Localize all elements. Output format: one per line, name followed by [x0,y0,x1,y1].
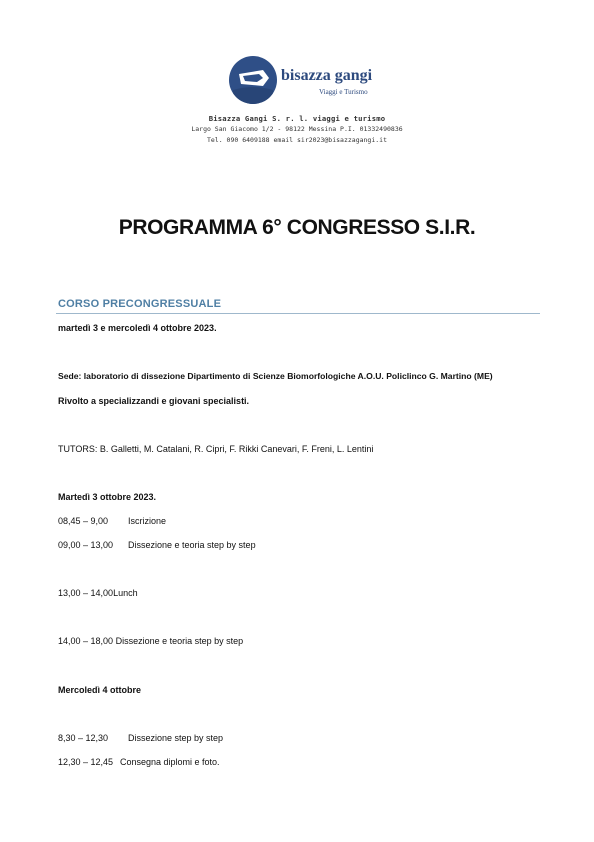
logo-emblem-icon [229,56,277,104]
schedule-item [58,636,243,646]
address-line: Largo San Giacomo 1/2 - 98122 Messina P.I. 01332490836 [191,125,403,133]
schedule-time: 09,00 – 13,00 [58,540,114,550]
schedule-label: Dissezione step by step [128,733,224,743]
company-logo [229,56,373,106]
schedule-item [58,588,138,598]
schedule-time: 12,30 – 12,45 [58,757,114,767]
brand-name: bisazza gangi [281,67,373,84]
schedule-item [58,733,223,743]
section-divider [56,313,540,314]
schedule-time: 8,30 – 12,30 [58,733,109,743]
venue-text: Sede: laboratorio di dissezione Dipartimento di Scienze Biomorfologiche A.O.U. Policlinco G. Martino (ME) [58,371,493,381]
schedule-time: 14,00 – 18,00 [58,636,114,646]
schedule-label: Lunch [113,588,138,598]
audience-text: Rivolto a specializzandi e giovani specialisti. [58,396,250,406]
company-line: Bisazza Gangi S. r. l. viaggi e turismo [208,114,386,123]
tutors-text: TUTORS: B. Galletti, M. Catalani, R. Cipri, F. Rikki Canevari, F. Freni, L. Lentini [58,444,374,454]
section-heading: CORSO PRECONGRESSUALE [58,298,222,310]
schedule-item [58,757,220,767]
schedule-label: Dissezione e teoria step by step [115,636,244,646]
schedule-time: 13,00 – 14,00 [58,588,114,598]
schedule-label: Iscrizione [128,516,167,526]
schedule-label: Consegna diplomi e foto. [120,757,220,767]
course-dates: martedì 3 e mercoledì 4 ottobre 2023. [58,323,217,333]
schedule-item [58,540,256,550]
schedule-time: 08,45 – 9,00 [58,516,109,526]
day1-heading: Martedì 3 ottobre 2023. [58,492,157,502]
page-title: PROGRAMMA 6° CONGRESSO S.I.R. [118,216,476,239]
contact-line: Tel. 090 6409188 email sir2023@bisazzagangi.it [206,136,387,144]
brand-subtitle: Viaggi e Turismo [319,88,368,96]
day2-heading: Mercoledì 4 ottobre [58,685,142,695]
flag-icon [229,56,277,104]
schedule-item [58,516,166,526]
schedule-label: Dissezione e teoria step by step [128,540,256,550]
